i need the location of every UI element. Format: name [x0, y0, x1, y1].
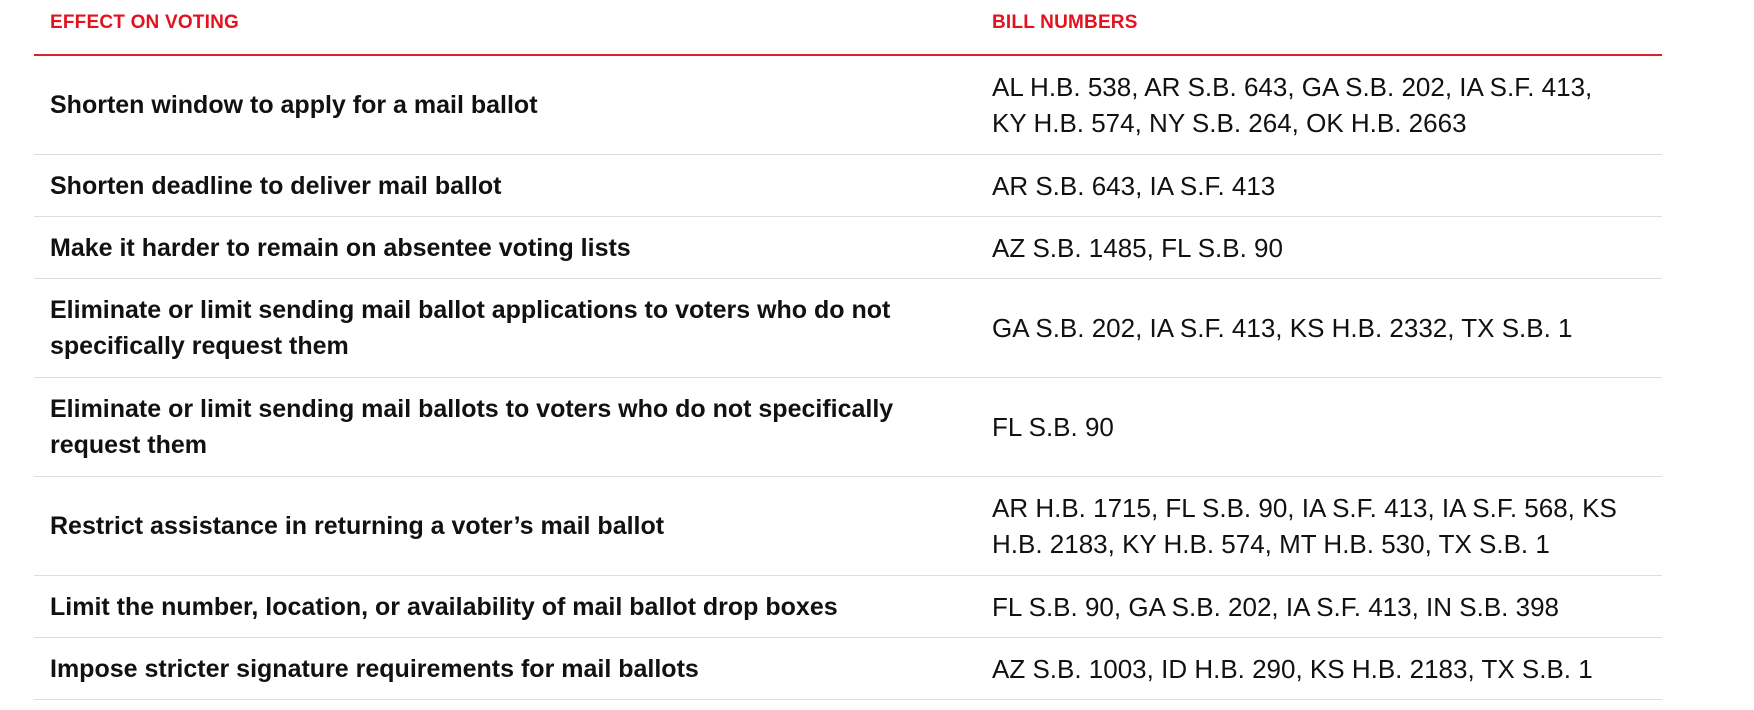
effect-cell: Eliminate or limit sending mail ballots to voters who do not specifically request them [50, 395, 894, 459]
table-row [34, 378, 1662, 477]
header-bills-cell [992, 12, 1662, 38]
bills-cell: AR S.B. 643, IA S.F. 413 [992, 170, 1276, 201]
table-row [34, 279, 1662, 378]
effect-cell: Limit the number, location, or availability of mail ballot drop boxes [50, 592, 838, 621]
effect-cell: Shorten window to apply for a mail ballot [50, 91, 538, 119]
table-row [34, 576, 1662, 638]
bills-cell: AL H.B. 538, AR S.B. 643, GA S.B. 202, IA S.F. 413, KY H.B. 574, NY S.B. 264, OK H.B. 2663 [992, 72, 1593, 138]
effect-cell: Eliminate or limit sending mail ballot applications to voters who do not specifically request them [50, 296, 891, 360]
bills-cell: AZ S.B. 1485, FL S.B. 90 [992, 232, 1283, 263]
header-effect-cell [34, 12, 992, 38]
table-row [34, 477, 1662, 576]
bills-cell: GA S.B. 202, IA S.F. 413, KS H.B. 2332, TX S.B. 1 [992, 313, 1573, 343]
table-header-row [34, 0, 1662, 56]
table-row [34, 638, 1662, 700]
bills-cell: FL S.B. 90, GA S.B. 202, IA S.F. 413, IN S.B. 398 [992, 591, 1560, 622]
effect-cell: Restrict assistance in returning a voter’s mail ballot [50, 512, 665, 540]
bills-cell: AZ S.B. 1003, ID H.B. 290, KS H.B. 2183, TX S.B. 1 [992, 653, 1593, 684]
table-row [34, 217, 1662, 279]
effect-cell: Make it harder to remain on absentee voting lists [50, 233, 631, 262]
effect-cell: Shorten deadline to deliver mail ballot [50, 171, 502, 200]
bills-cell: FL S.B. 90 [992, 412, 1114, 442]
bills-cell: AR H.B. 1715, FL S.B. 90, IA S.F. 413, IA S.F. 568, KS H.B. 2183, KY H.B. 574, MT H.B. 530, TX S.B. 1 [992, 493, 1617, 559]
header-effect-label: EFFECT ON VOTING [50, 12, 239, 33]
effect-cell: Impose stricter signature requirements for mail ballots [50, 654, 699, 683]
table-row [34, 56, 1662, 155]
table-row [34, 155, 1662, 217]
header-bills-label: BILL NUMBERS [992, 12, 1138, 33]
voting-effects-table [34, 0, 1662, 700]
